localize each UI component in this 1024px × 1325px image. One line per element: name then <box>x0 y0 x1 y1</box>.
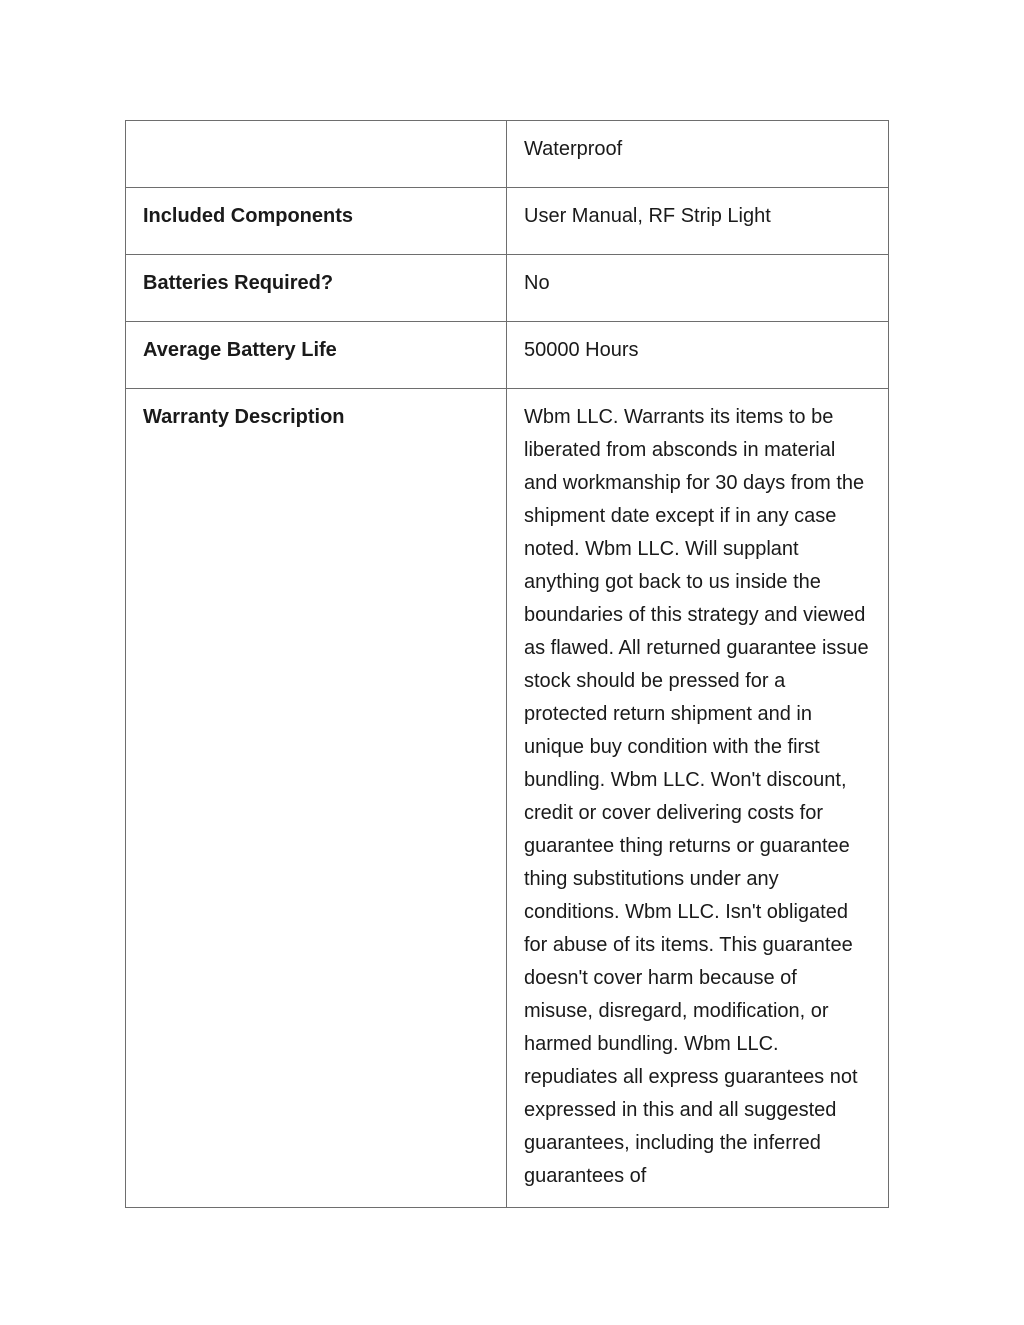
row-value: Waterproof <box>507 121 889 188</box>
row-label <box>126 121 507 188</box>
warranty-description-text: Wbm LLC. Warrants its items to be liberated from absconds in material and workmanship for 30 days from the shipment date except if in any case noted. Wbm LLC. Will supplant anything got back to us inside the boundaries of this strategy and viewed as flawed. All returned guarantee issue stock should be pressed for a protected return shipment and in unique buy condition with the first bundling. Wbm LLC. Won't discount, credit or cover delivering costs for guarantee thing returns or guarantee thing substitutions under any conditions. Wbm LLC. Isn't obligated for abuse of its items. This guarantee doesn't cover harm because of misuse, disregard, modification, or harmed bundling. Wbm LLC. repudiates all express guarantees not expressed in this and all suggested guarantees, including the inferred guarantees of <box>507 389 889 1208</box>
row-value: No <box>507 255 889 322</box>
row-value: 50000 Hours <box>507 322 889 389</box>
table-row <box>126 322 889 389</box>
table-row <box>126 121 889 188</box>
row-label: Average Battery Life <box>126 322 507 389</box>
table-row <box>126 389 889 1208</box>
table-row <box>126 188 889 255</box>
row-value: User Manual, RF Strip Light <box>507 188 889 255</box>
row-label: Batteries Required? <box>126 255 507 322</box>
row-label: Warranty Description <box>126 389 507 1208</box>
table-row <box>126 255 889 322</box>
row-label: Included Components <box>126 188 507 255</box>
specifications-table <box>125 120 889 1208</box>
